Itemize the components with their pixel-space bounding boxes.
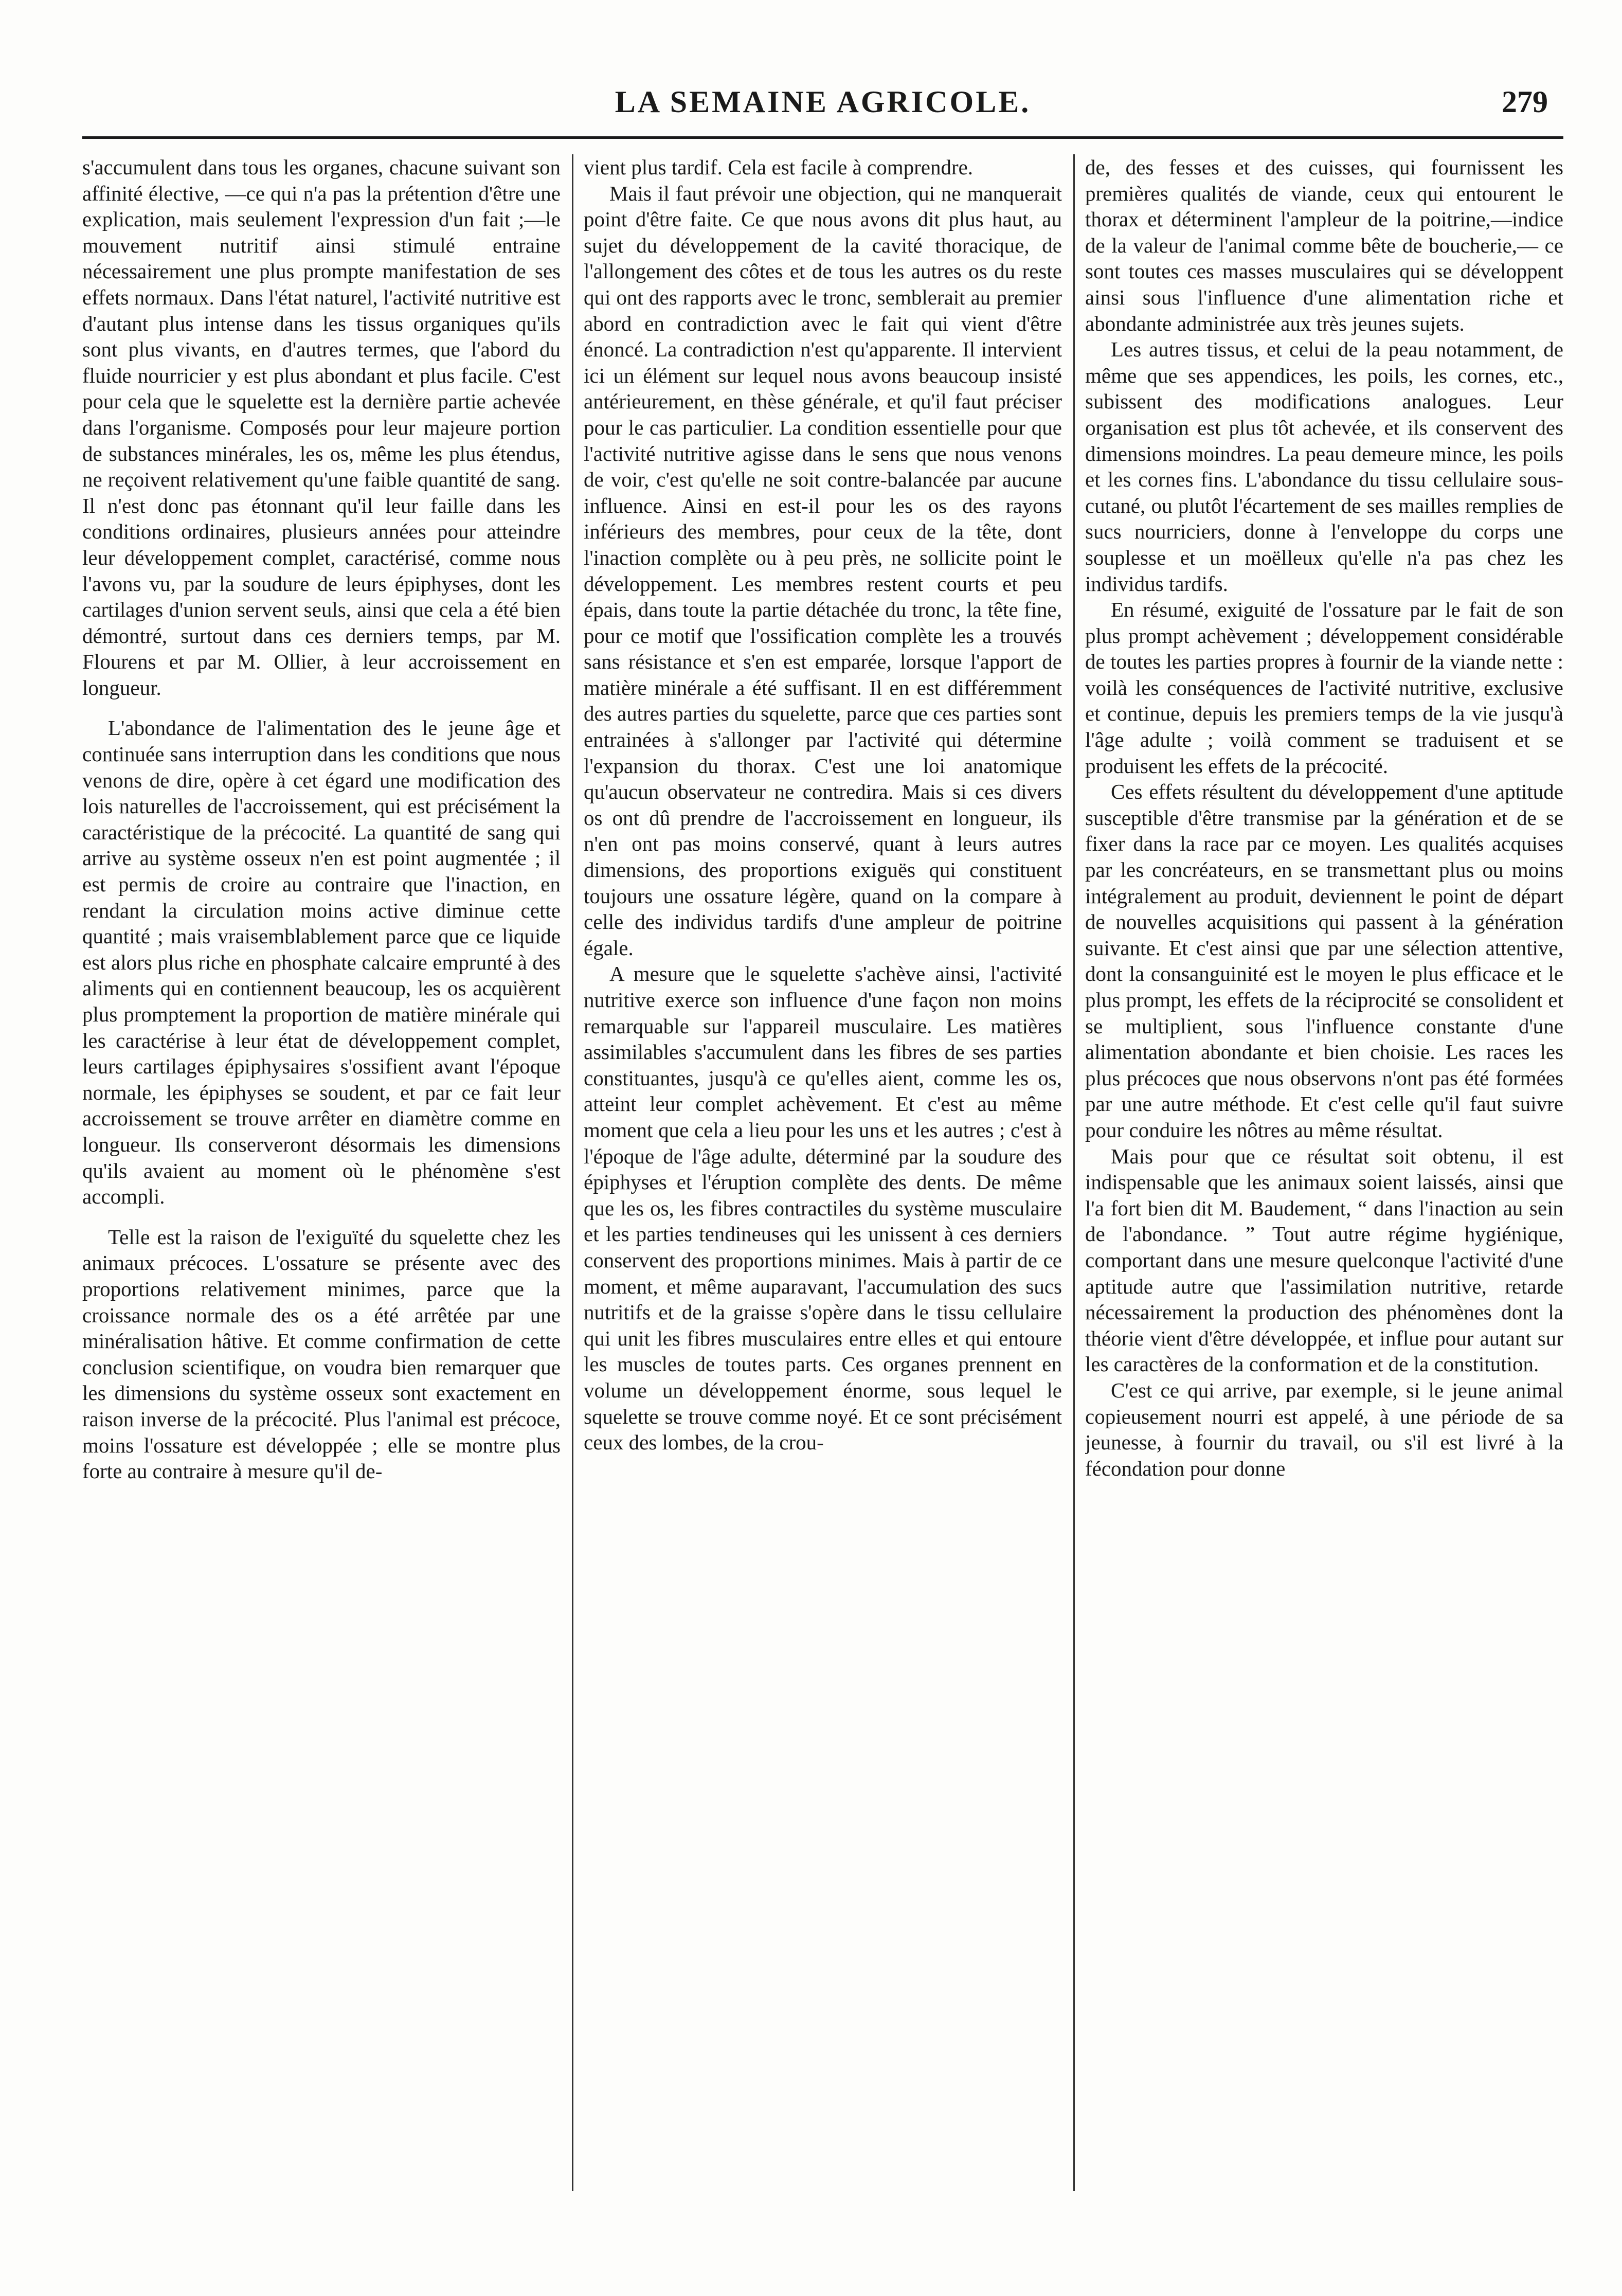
paragraph: L'abondance de l'alimentation des le jeune âge et continuée sans interruption dans les conditions que nous venons de dire, opère à cet égard une modification des lois naturelles de l'accroissement, qui est précisément la caractéristique de la précocité. La quantité de sang qui arrive au système osseux n'en est point augmentée ; il est permis de croire au contraire que l'inaction, en rendant la circulation moins active diminue cette quantité ; mais vraisemblablement parce que ce liquide est alors plus riche en phosphate calcaire emprunté à des aliments qui en contiennent beaucoup, les os acquièrent plus promptement la proportion de matière minérale qui les caractérise à leur état de développement complet, leurs cartilages épiphysaires s'ossifient avant l'époque normale, les épiphyses se soudent, et par ce fait leur accroissement se trouve arrêter en diamètre comme en longueur. Ils conserveront désormais les dimensions qu'ils avaient au moment où le phénomène s'est accompli. <box>82 716 561 1209</box>
paragraph: de, des fesses et des cuisses, qui fournissent les premières qualités de viande, ceux qui entourent le thorax et déterminent l'ampleur de la poitrine,—indice de la valeur de l'animal comme bête de boucherie,— ce sont toutes ces masses musculaires qui se développent ainsi sous l'influence d'une alimentation riche et abondante administrée aux très jeunes sujets. <box>1085 155 1563 335</box>
paragraph: s'accumulent dans tous les organes, chacune suivant son affinité élective, —ce qui n'a pas la prétention d'être une explication, mais seulement l'expression d'un fait ;—le mouvement nutritif ainsi stimulé entraine nécessairement une plus prompte manifestation de ses effets normaux. Dans l'état naturel, l'activité nutritive est d'autant plus intense dans les tissus organiques qu'ils sont plus vivants, en d'autres termes, que l'abord du fluide nourricier y est plus abondant et plus facile. C'est pour cela que le squelette est la dernière partie achevée dans l'organisme. Composés pour leur majeure portion de substances minérales, les os, même les plus étendus, ne reçoivent relativement qu'une faible quantité de sang. Il n'est donc pas étonnant qu'il leur faille dans les conditions ordinaires, plusieurs années pour atteindre leur développement complet, caractérisé, comme nous l'avons vu, par la soudure de leurs épiphyses, dont les cartilages d'union servent seuls, ainsi que cela a été bien démontré, surtout dans ces derniers temps, par M. Flourens et par M. Ollier, à leur accroissement en longueur. <box>82 155 561 699</box>
journal-title: LA SEMAINE AGRICOLE. <box>615 85 1031 119</box>
column-divider <box>572 154 573 2191</box>
paragraph: vient plus tardif. Cela est facile à comprendre. <box>584 155 974 179</box>
page-header <box>82 77 1563 139</box>
paragraph: A mesure que le squelette s'achève ainsi, l'activité nutritive exerce son influence d'une façon non moins remarquable sur l'appareil musculaire. Les matières assimilables s'accumulent dans les fibres de ses parties constituantes, jusqu'à ce qu'elles aient, comme les os, atteint leur complet achèvement. Et c'est au même moment que cela a lieu pour les uns et les autres ; c'est à l'époque de l'âge adulte, déterminé par la soudure des épiphyses et l'éruption complète des dents. De même que les os, les fibres contractiles du système musculaire et les parties tendineuses qui les unissent à ces derniers conservent des proportions minimes. Mais à partir de ce moment, et même auparavant, l'accumulation des sucs nutritifs et de la graisse s'opère dans le tissu cellulaire qui unit les fibres musculaires entre elles et qui entoure les muscles de toutes parts. Ces organes prennent en volume un développement énorme, sous lequel le squelette se trouve comme noyé. Et ce sont précisément ceux des lombes, de la crou- <box>584 962 1062 1455</box>
paragraph: En résumé, exiguité de l'ossature par le fait de son plus prompt achèvement ; développement considérable de toutes les parties propres à fournir de la viande nette : voilà les conséquences de l'activité nutritive, exclusive et continue, depuis les premiers temps de la vie jusqu'à l'âge adulte ; voilà comment se traduisent et se produisent les effets de la précocité. <box>1085 598 1563 778</box>
page-number: 279 <box>1502 85 1548 119</box>
text-columns <box>82 154 1563 2212</box>
paragraph: Telle est la raison de l'exiguïté du squelette chez les animaux précoces. L'ossature se présente avec des proportions relativement minimes, parce que la croissance normale des os a été arrêtée par une minéralisation hâtive. Et comme confirmation de cette conclusion scientifique, on voudra bien remarquer que les dimensions du système osseux sont exactement en raison inverse de la précocité. Plus l'animal est précoce, moins l'ossature est développée ; elle se montre plus forte au contraire à mesure qu'il de- <box>82 1225 561 1483</box>
paragraph: C'est ce qui arrive, par exemple, si le jeune animal copieusement nourri est appelé, à une période de sa jeunesse, à fournir du travail, ou s'il est livré à la fécondation pour donne <box>1085 1378 1563 1480</box>
paragraph: Ces effets résultent du développement d'une aptitude susceptible d'être transmise par la génération et de se fixer dans la race par ce moyen. Les qualités acquises par les concréateurs, en se transmettant plus ou moins intégralement au produit, deviennent le point de départ de nouvelles acquisitions qui passent à la génération suivante. Et c'est ainsi que par une sélection attentive, dont la consanguinité est le moyen le plus efficace et le plus prompt, les effets de la réciprocité se consolident et se multiplient, sous l'influence constante d'une alimentation abondante et bien choisie. Les races les plus précoces que nous observons n'ont pas été formées par une autre méthode. Et c'est celle qu'il faut suivre pour conduire les nôtres au même résultat. <box>1085 780 1563 1142</box>
paragraph: Mais pour que ce résultat soit obtenu, il est indispensable que les animaux soient laissés, ainsi que l'a fort bien dit M. Baudement, “ dans l'inaction au sein de l'abondance. ” Tout autre régime hygiénique, comportant dans une mesure quelconque l'activité d'une aptitude autre que l'assimilation nutritive, retarde nécessairement la production des phénomènes dont la théorie vient d'être développée, et influe pour autant sur les caractères de la conformation et de la constitution. <box>1085 1144 1563 1376</box>
paragraph: Les autres tissus, et celui de la peau notamment, de même que ses appendices, les poils, les cornes, etc., subissent des modifications analogues. Leur organisation est plus tôt achevée, et ils conservent des dimensions moindres. La peau demeure mince, les poils et les cornes fins. L'abondance du tissu cellulaire sous-cutané, ou plutôt l'écartement de ses mailles remplies de sucs nourriciers, donne à l'enveloppe du corps une souplesse et un moëlleux qu'elle n'a pas chez les individus tardifs. <box>1085 337 1563 596</box>
header-rule <box>82 136 1563 139</box>
column-1 <box>82 154 561 2212</box>
column-divider <box>1073 154 1075 2191</box>
column-3 <box>1085 154 1563 2212</box>
paragraph: Mais il faut prévoir une objection, qui ne manquerait point d'être faite. Ce que nous avons dit plus haut, au sujet du développement de la cavité thoracique, de l'allongement des côtes et de tous les autres os du reste qui ont des rapports avec le tronc, semblerait au premier abord en contradiction avec le fait qui vient d'être énoncé. La contradiction n'est qu'apparente. Il intervient ici un élément sur lequel nous avons beaucoup insisté antérieurement, en thèse générale, et qu'il faut préciser pour le cas particulier. La condition essentielle pour que l'activité nutritive agisse dans le sens que nous venons de voir, c'est qu'elle ne soit contre-balancée par aucune influence. Ainsi en est-il pour les os des rayons inférieurs des membres, pour ceux de la tête, dont l'inaction complète ou à peu près, ne sollicite point le développement. Les membres restent courts et peu épais, dans toute la partie détachée du tronc, la tête fine, pour ce motif que l'ossification complète les a trouvés sans résistance et s'en est emparée, lorsque l'apport de matière minérale a été suffisant. Il en est différemment des autres parties du squelette, parce que ces parties sont entrainées à s'allonger par l'activité qui détermine l'expansion du thorax. C'est une loi anatomique qu'aucun observateur ne contredira. Mais si ces divers os ont dû prendre de l'accroissement en longueur, ils n'en ont pas moins conservé, quant à leurs autres dimensions, des proportions exiguës qui constituent toujours une ossature légère, quand on la compare à celle des individus tardifs d'une ampleur de poitrine égale. <box>584 181 1062 960</box>
column-2 <box>584 154 1062 2212</box>
